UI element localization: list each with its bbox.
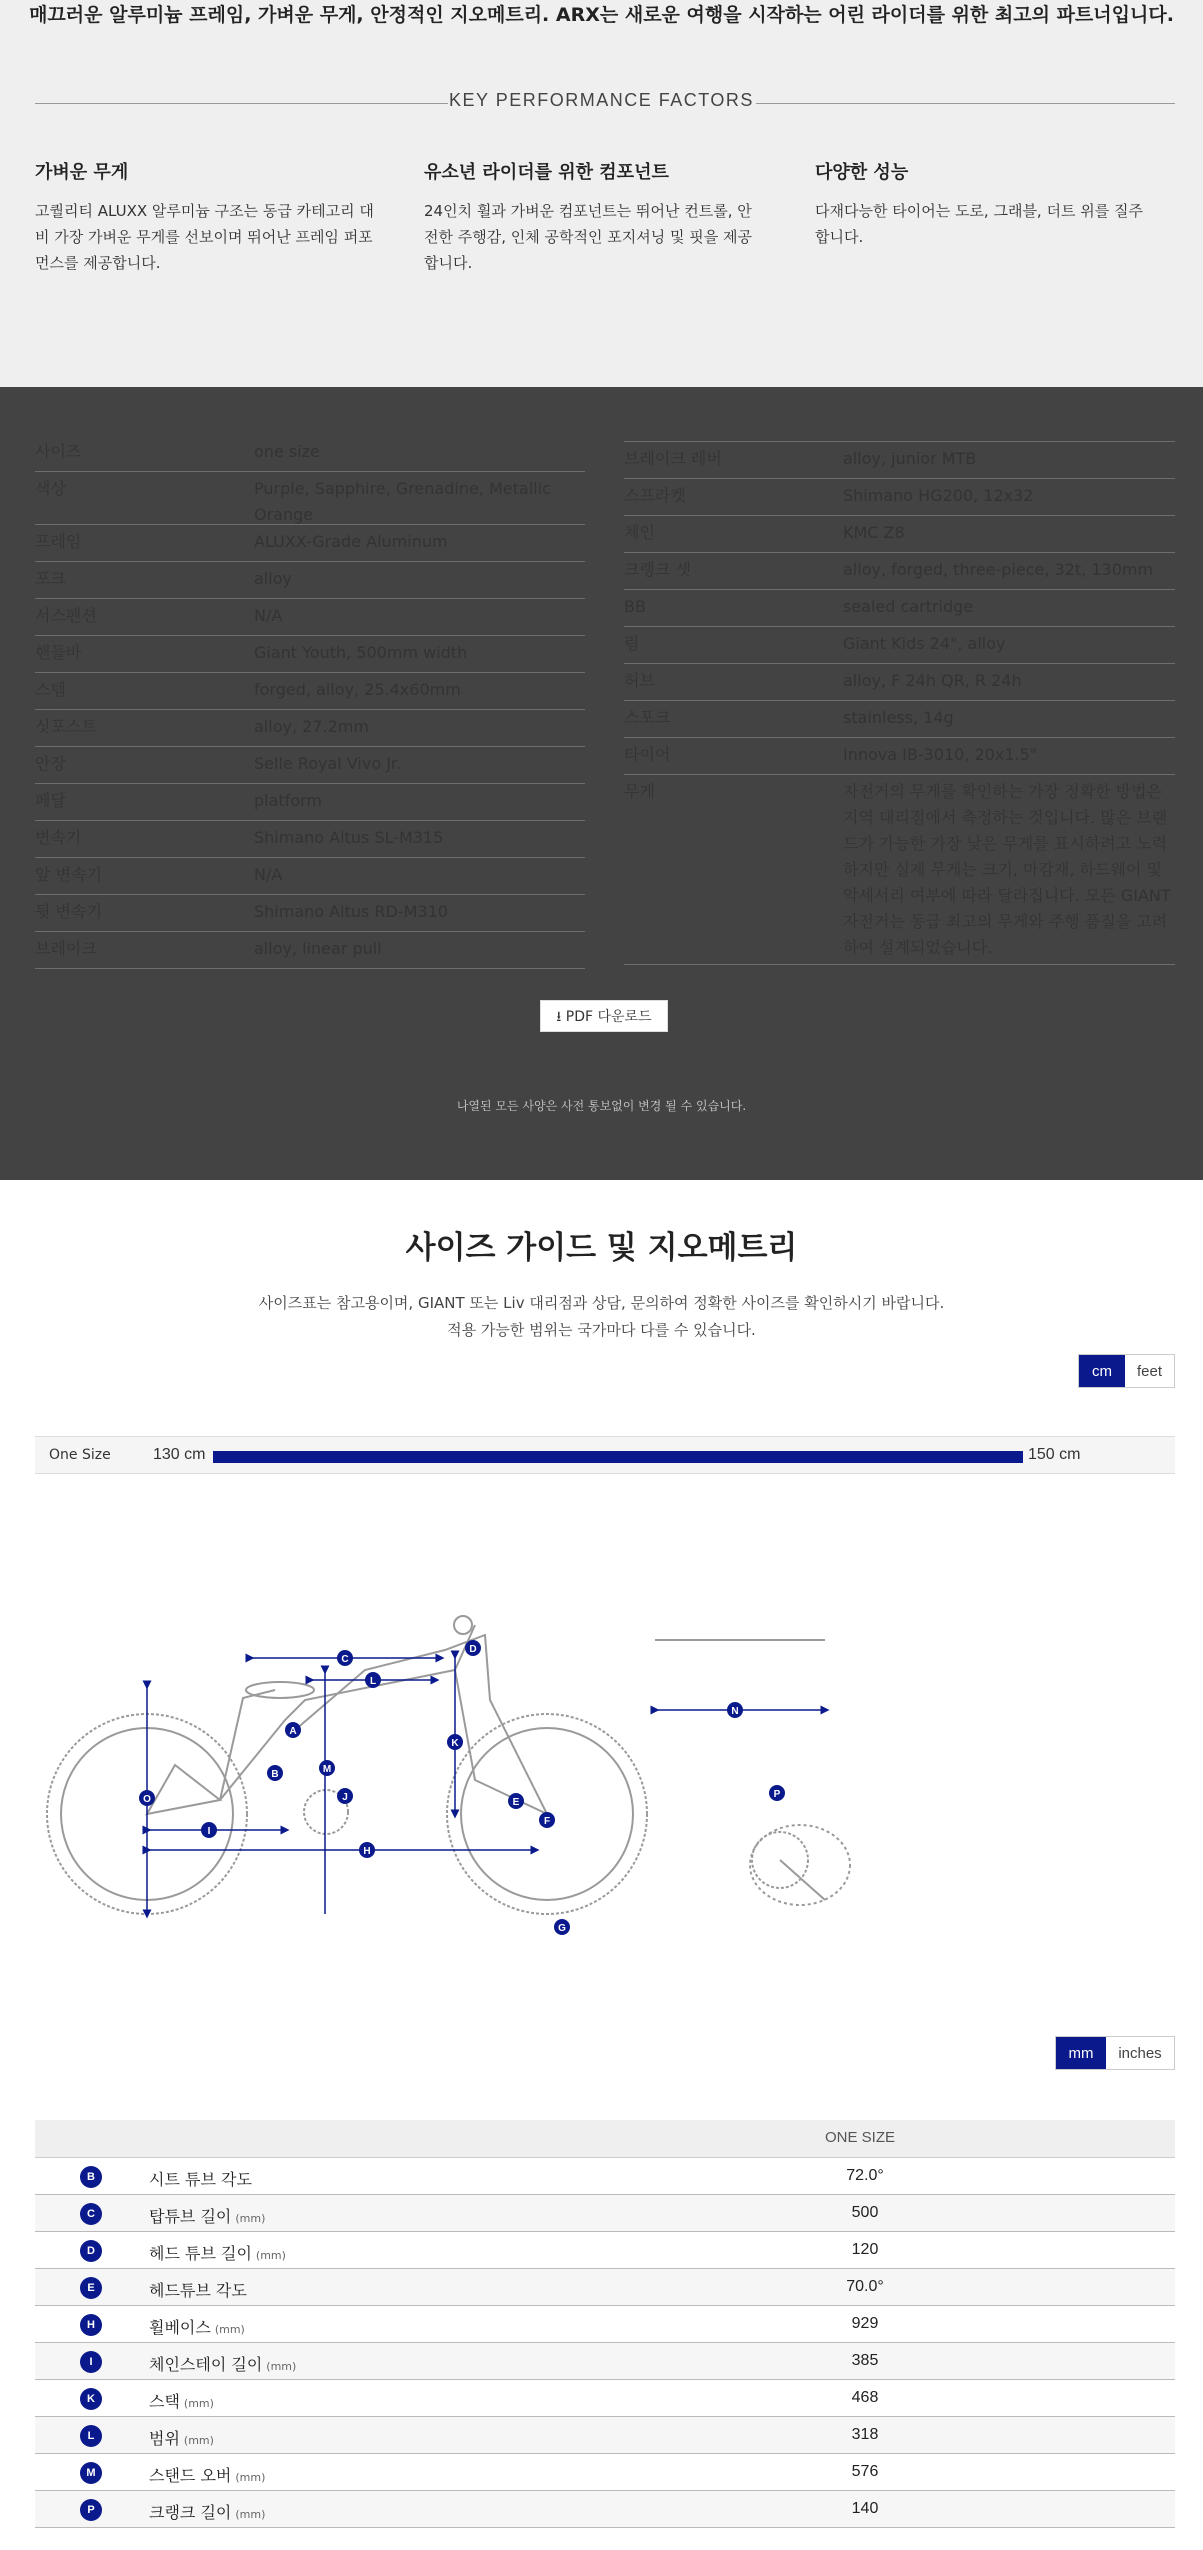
diagram-label: N [731, 1706, 739, 1717]
spec-divider [624, 774, 1175, 775]
spec-divider [35, 598, 585, 599]
spec-value: forged, alloy, 25.4x60mm [254, 680, 461, 699]
diagram-label: E [512, 1797, 520, 1808]
spec-value: Giant Youth, 500mm width [254, 643, 468, 662]
geometry-name-text: 체인스테이 길이 [149, 2355, 263, 2374]
geometry-name-text: 크랭크 길이 [149, 2503, 232, 2522]
geometry-row [35, 2491, 1175, 2528]
spec-value: Purple, Sapphire, Grenadine, Metallic Orange [254, 479, 551, 524]
spec-value: alloy, forged, three-piece, 32t, 130mm [843, 560, 1154, 579]
unit-mm-button[interactable]: mm [1056, 2037, 1106, 2069]
geometry-name [149, 2278, 251, 2301]
geometry-value: 72.0° [846, 2167, 884, 2184]
diagram-label-group [139, 1640, 785, 1935]
geometry-badge: H [80, 2314, 102, 2336]
spec-row [35, 714, 585, 740]
spec-key: 브레이크 [35, 939, 97, 958]
diagram-label: J [342, 1792, 348, 1803]
spec-key: 타이어 [624, 745, 671, 764]
spec-value: alloy, F 24h QR, R 24h [843, 671, 1022, 690]
geometry-size-header: ONE SIZE [825, 2129, 896, 2146]
geometry-name [149, 2389, 214, 2412]
kpf-factor-title: 가벼운 무게 [35, 162, 129, 183]
spec-value: Shimano Altus RD-M310 [254, 902, 448, 921]
spec-row [35, 825, 585, 851]
spec-row [35, 862, 585, 888]
geometry-name [149, 2426, 214, 2449]
spec-value: alloy, linear pull [254, 939, 382, 958]
diagram-label: L [369, 1676, 377, 1687]
geometry-row [35, 2158, 1175, 2195]
geometry-name-text: 스탠드 오버 [149, 2466, 232, 2485]
diagram-label: C [341, 1654, 349, 1665]
spec-key: 허브 [624, 671, 655, 690]
spec-divider [624, 626, 1175, 627]
pdf-download-button[interactable] [540, 1000, 668, 1032]
geometry-row [35, 2380, 1175, 2417]
spec-key: 뒷 변속기 [35, 902, 102, 921]
geometry-unit: (mm) [235, 2471, 266, 2484]
geometry-badge: I [80, 2351, 102, 2373]
kpf-factor [424, 158, 764, 276]
spec-value: sealed cartridge [843, 597, 974, 616]
spec-key: 체인 [624, 523, 655, 542]
geometry-name-text: 휠베이스 [149, 2318, 211, 2337]
spec-divider [624, 700, 1175, 701]
spec-divider [35, 561, 585, 562]
geometry-unit: (mm) [183, 2434, 214, 2447]
spec-key: 무게 [624, 782, 655, 801]
spec-value: KMC Z8 [843, 523, 905, 542]
spec-row [624, 594, 1175, 620]
spec-row [624, 742, 1175, 768]
spec-row [35, 751, 585, 777]
spec-divider [624, 515, 1175, 516]
diagram-label: I [207, 1826, 211, 1837]
spec-row [624, 779, 1175, 961]
size-label: One Size [49, 1447, 111, 1463]
kpf-factor-text: 고퀄리티 ALUXX 알루미늄 구조는 동급 카테고리 대비 가장 가벼운 무게를 선보이며 뛰어난 프레임 퍼포먼스를 제공합니다. [35, 202, 374, 272]
tagline: 매끄러운 알루미늄 프레임, 가벼운 무게, 안정적인 지오메트리. ARX는 새로운 여행을 시작하는 어린 라이더를 위한 최고의 파트너입니다. [29, 4, 1174, 26]
geometry-name-text: 헤드튜브 각도 [149, 2281, 247, 2300]
geometry-name-text: 시트 튜브 각도 [149, 2170, 252, 2189]
height-unit-toggle [1078, 1354, 1175, 1388]
download-icon: ⭳ [556, 1009, 562, 1025]
spec-value: Shimano Altus SL-M315 [254, 828, 444, 847]
spec-value: Innova IB-3010, 20x1.5" [843, 745, 1038, 764]
geometry-badge: D [80, 2240, 102, 2262]
diagram-label: F [543, 1816, 551, 1827]
geometry-value: 318 [851, 2426, 879, 2443]
spec-row [624, 705, 1175, 731]
size-range-min: 130 cm [153, 1446, 206, 1463]
geometry-name-text: 탑튜브 길이 [149, 2207, 232, 2226]
spec-value: platform [254, 791, 322, 810]
geometry-unit: (mm) [183, 2397, 214, 2410]
spec-divider [35, 783, 585, 784]
geometry-name [149, 2463, 265, 2486]
kpf-divider-right [756, 103, 1175, 104]
spec-divider [35, 709, 585, 710]
spec-key: 핸들바 [35, 643, 82, 662]
diagram-label: P [773, 1789, 781, 1800]
spec-divider [624, 478, 1175, 479]
spec-key: 브레이크 레버 [624, 449, 722, 468]
geometry-value: 140 [851, 2500, 879, 2517]
spec-divider [35, 857, 585, 858]
spec-key: 프레임 [35, 532, 82, 551]
geometry-name [149, 2241, 286, 2264]
geometry-unit: (mm) [255, 2249, 286, 2262]
geometry-name-text: 스택 [149, 2392, 180, 2411]
spec-divider [35, 931, 585, 932]
spec-key: 림 [624, 634, 640, 653]
geometry-value: 120 [851, 2241, 879, 2258]
spec-value: Shimano HG200, 12x32 [843, 486, 1034, 505]
spec-row [35, 936, 585, 962]
size-guide-description [0, 1290, 1203, 1344]
spec-divider [624, 589, 1175, 590]
spec-row [624, 557, 1175, 583]
geometry-name [149, 2167, 256, 2190]
spec-key: 색상 [35, 479, 66, 498]
spec-row [624, 631, 1175, 657]
bike-outline [47, 1616, 850, 1914]
geometry-badge: P [80, 2499, 102, 2521]
diagram-label: D [469, 1644, 477, 1655]
diagram-label: A [289, 1726, 297, 1737]
diagram-label: H [363, 1846, 371, 1857]
size-guide-title: 사이즈 가이드 및 지오메트리 [405, 1230, 798, 1266]
spec-row [624, 668, 1175, 694]
geometry-value: 929 [851, 2315, 879, 2332]
spec-row [35, 439, 585, 465]
spec-row [35, 566, 585, 592]
spec-row [35, 788, 585, 814]
spec-row [624, 520, 1175, 546]
spec-divider [624, 441, 1175, 442]
geometry-table-header [35, 2120, 1175, 2158]
pdf-download-label: PDF 다운로드 [565, 1009, 652, 1025]
geometry-unit-toggle [1055, 2036, 1175, 2070]
spec-key: 크랭크 셋 [624, 560, 691, 579]
size-range-max: 150 cm [1028, 1446, 1081, 1463]
spec-disclaimer: 나열된 모든 사양은 사전 통보없이 변경 될 수 있습니다. [456, 1099, 747, 1113]
size-range-track [213, 1451, 1023, 1463]
spec-key: 스템 [35, 680, 66, 699]
intro-section [0, 0, 1203, 387]
kpf-title: KEY PERFORMANCE FACTORS [449, 90, 754, 110]
spec-value: N/A [254, 606, 283, 625]
geometry-value: 468 [851, 2389, 879, 2406]
kpf-factor [35, 158, 375, 276]
spec-key: 페달 [35, 791, 66, 810]
size-range-bar [35, 1436, 1175, 1474]
kpf-factor-title: 유소년 라이더를 위한 컴포넌트 [424, 162, 669, 183]
spec-key: BB [624, 597, 646, 616]
geometry-unit: (mm) [235, 2508, 266, 2521]
diagram-label: O [143, 1794, 151, 1805]
spec-value: 자전거의 무게를 확인하는 가장 정확한 방법은 지역 대리점에서 측정하는 것입니다. 많은 브랜드가 가능한 가장 낮은 무게를 표시하려고 노력하지만 실제 무게는 크기, 마감재, 하드웨어 및 악세서리 여부에 따라 달라집니다. 모든 GIANT 자전거는 동급 최고의 무게와 주행 품질을 고려하여 설계되었습니다. [843, 782, 1171, 957]
geometry-name [149, 2204, 265, 2227]
spec-divider [624, 552, 1175, 553]
geometry-name [149, 2500, 265, 2523]
spec-divider [35, 820, 585, 821]
geometry-row [35, 2454, 1175, 2491]
spec-row [35, 529, 585, 555]
geometry-row [35, 2306, 1175, 2343]
spec-divider [35, 672, 585, 673]
kpf-factor [815, 158, 1155, 250]
spec-value: alloy, 27.2mm [254, 717, 369, 736]
diagram-label: M [322, 1764, 332, 1775]
spec-value: ALUXX-Grade Aluminum [254, 532, 448, 551]
spec-row [35, 640, 585, 666]
spec-value: Selle Royal Vivo Jr. [254, 754, 402, 773]
spec-divider [35, 635, 585, 636]
spec-divider [624, 964, 1175, 965]
spec-key: 포크 [35, 569, 66, 588]
geometry-badge: L [80, 2425, 102, 2447]
spec-divider [35, 524, 585, 525]
spec-key: 앞 변속기 [35, 865, 102, 884]
geometry-row [35, 2232, 1175, 2269]
spec-divider [35, 471, 585, 472]
spec-value: alloy, junior MTB [843, 449, 977, 468]
diagram-label: G [558, 1923, 566, 1934]
spec-row [624, 483, 1175, 509]
size-guide-desc-line1: 사이즈표는 참고용이며, GIANT 또는 Liv 대리점과 상담, 문의하여 정확한 사이즈를 확인하시기 바랍니다. [258, 1294, 945, 1312]
geometry-badge: K [80, 2388, 102, 2410]
spec-value: N/A [254, 865, 283, 884]
size-guide-desc-line2: 적용 가능한 범위는 국가마다 다를 수 있습니다. [447, 1321, 756, 1339]
diagram-label: B [271, 1769, 279, 1780]
geometry-badge: B [80, 2166, 102, 2188]
kpf-factor-title: 다양한 성능 [815, 162, 909, 183]
geometry-value: 576 [851, 2463, 879, 2480]
spec-key: 사이즈 [35, 442, 82, 461]
geometry-badge: C [80, 2203, 102, 2225]
spec-key: 안장 [35, 754, 66, 773]
geometry-name [149, 2315, 245, 2338]
geometry-name-text: 헤드 튜브 길이 [149, 2244, 252, 2263]
spec-divider [624, 663, 1175, 664]
spec-value: one size [254, 442, 320, 461]
geometry-row [35, 2269, 1175, 2306]
geometry-row [35, 2417, 1175, 2454]
spec-divider [35, 746, 585, 747]
geometry-unit: (mm) [214, 2323, 245, 2336]
spec-value: stainless, 14g [843, 708, 954, 727]
spec-row [624, 446, 1175, 472]
geometry-name-text: 범위 [149, 2429, 180, 2448]
geometry-row [35, 2195, 1175, 2232]
geometry-badge: E [80, 2277, 102, 2299]
spec-divider [624, 737, 1175, 738]
spec-divider [35, 968, 585, 969]
kpf-factor-text: 24인치 휠과 가벼운 컴포넌트는 뛰어난 컨트롤, 안전한 주행감, 인체 공학적인 포지셔닝 및 핏을 제공합니다. [424, 202, 752, 272]
geometry-badge: M [80, 2462, 102, 2484]
geometry-row [35, 2343, 1175, 2380]
diagram-label: K [451, 1738, 459, 1749]
spec-key: 변속기 [35, 828, 82, 847]
geometry-value: 385 [851, 2352, 879, 2369]
spec-key: 싯포스트 [35, 717, 97, 736]
spec-key: 스포크 [624, 708, 671, 727]
unit-inches-button[interactable]: inches [1118, 2044, 1162, 2062]
spec-row [35, 677, 585, 703]
bike-geometry-diagram [35, 1530, 855, 1950]
spec-value: alloy [254, 569, 292, 588]
unit-feet-button[interactable]: feet [1136, 1362, 1163, 1380]
geometry-value: 70.0° [846, 2278, 884, 2295]
spec-row [35, 476, 585, 528]
spec-key: 스프라켓 [624, 486, 686, 505]
unit-cm-button[interactable]: cm [1079, 1355, 1125, 1387]
spec-row [35, 899, 585, 925]
spec-divider [35, 894, 585, 895]
kpf-factor-text: 다재다능한 타이어는 도로, 그래블, 더트 위를 질주합니다. [815, 202, 1143, 246]
geometry-unit: (mm) [266, 2360, 297, 2373]
spec-row [35, 603, 585, 629]
geometry-value: 500 [851, 2204, 879, 2221]
geometry-unit: (mm) [235, 2212, 266, 2225]
geometry-name [149, 2352, 296, 2375]
spec-key: 서스펜션 [35, 606, 97, 625]
spec-value: Giant Kids 24", alloy [843, 634, 1006, 653]
